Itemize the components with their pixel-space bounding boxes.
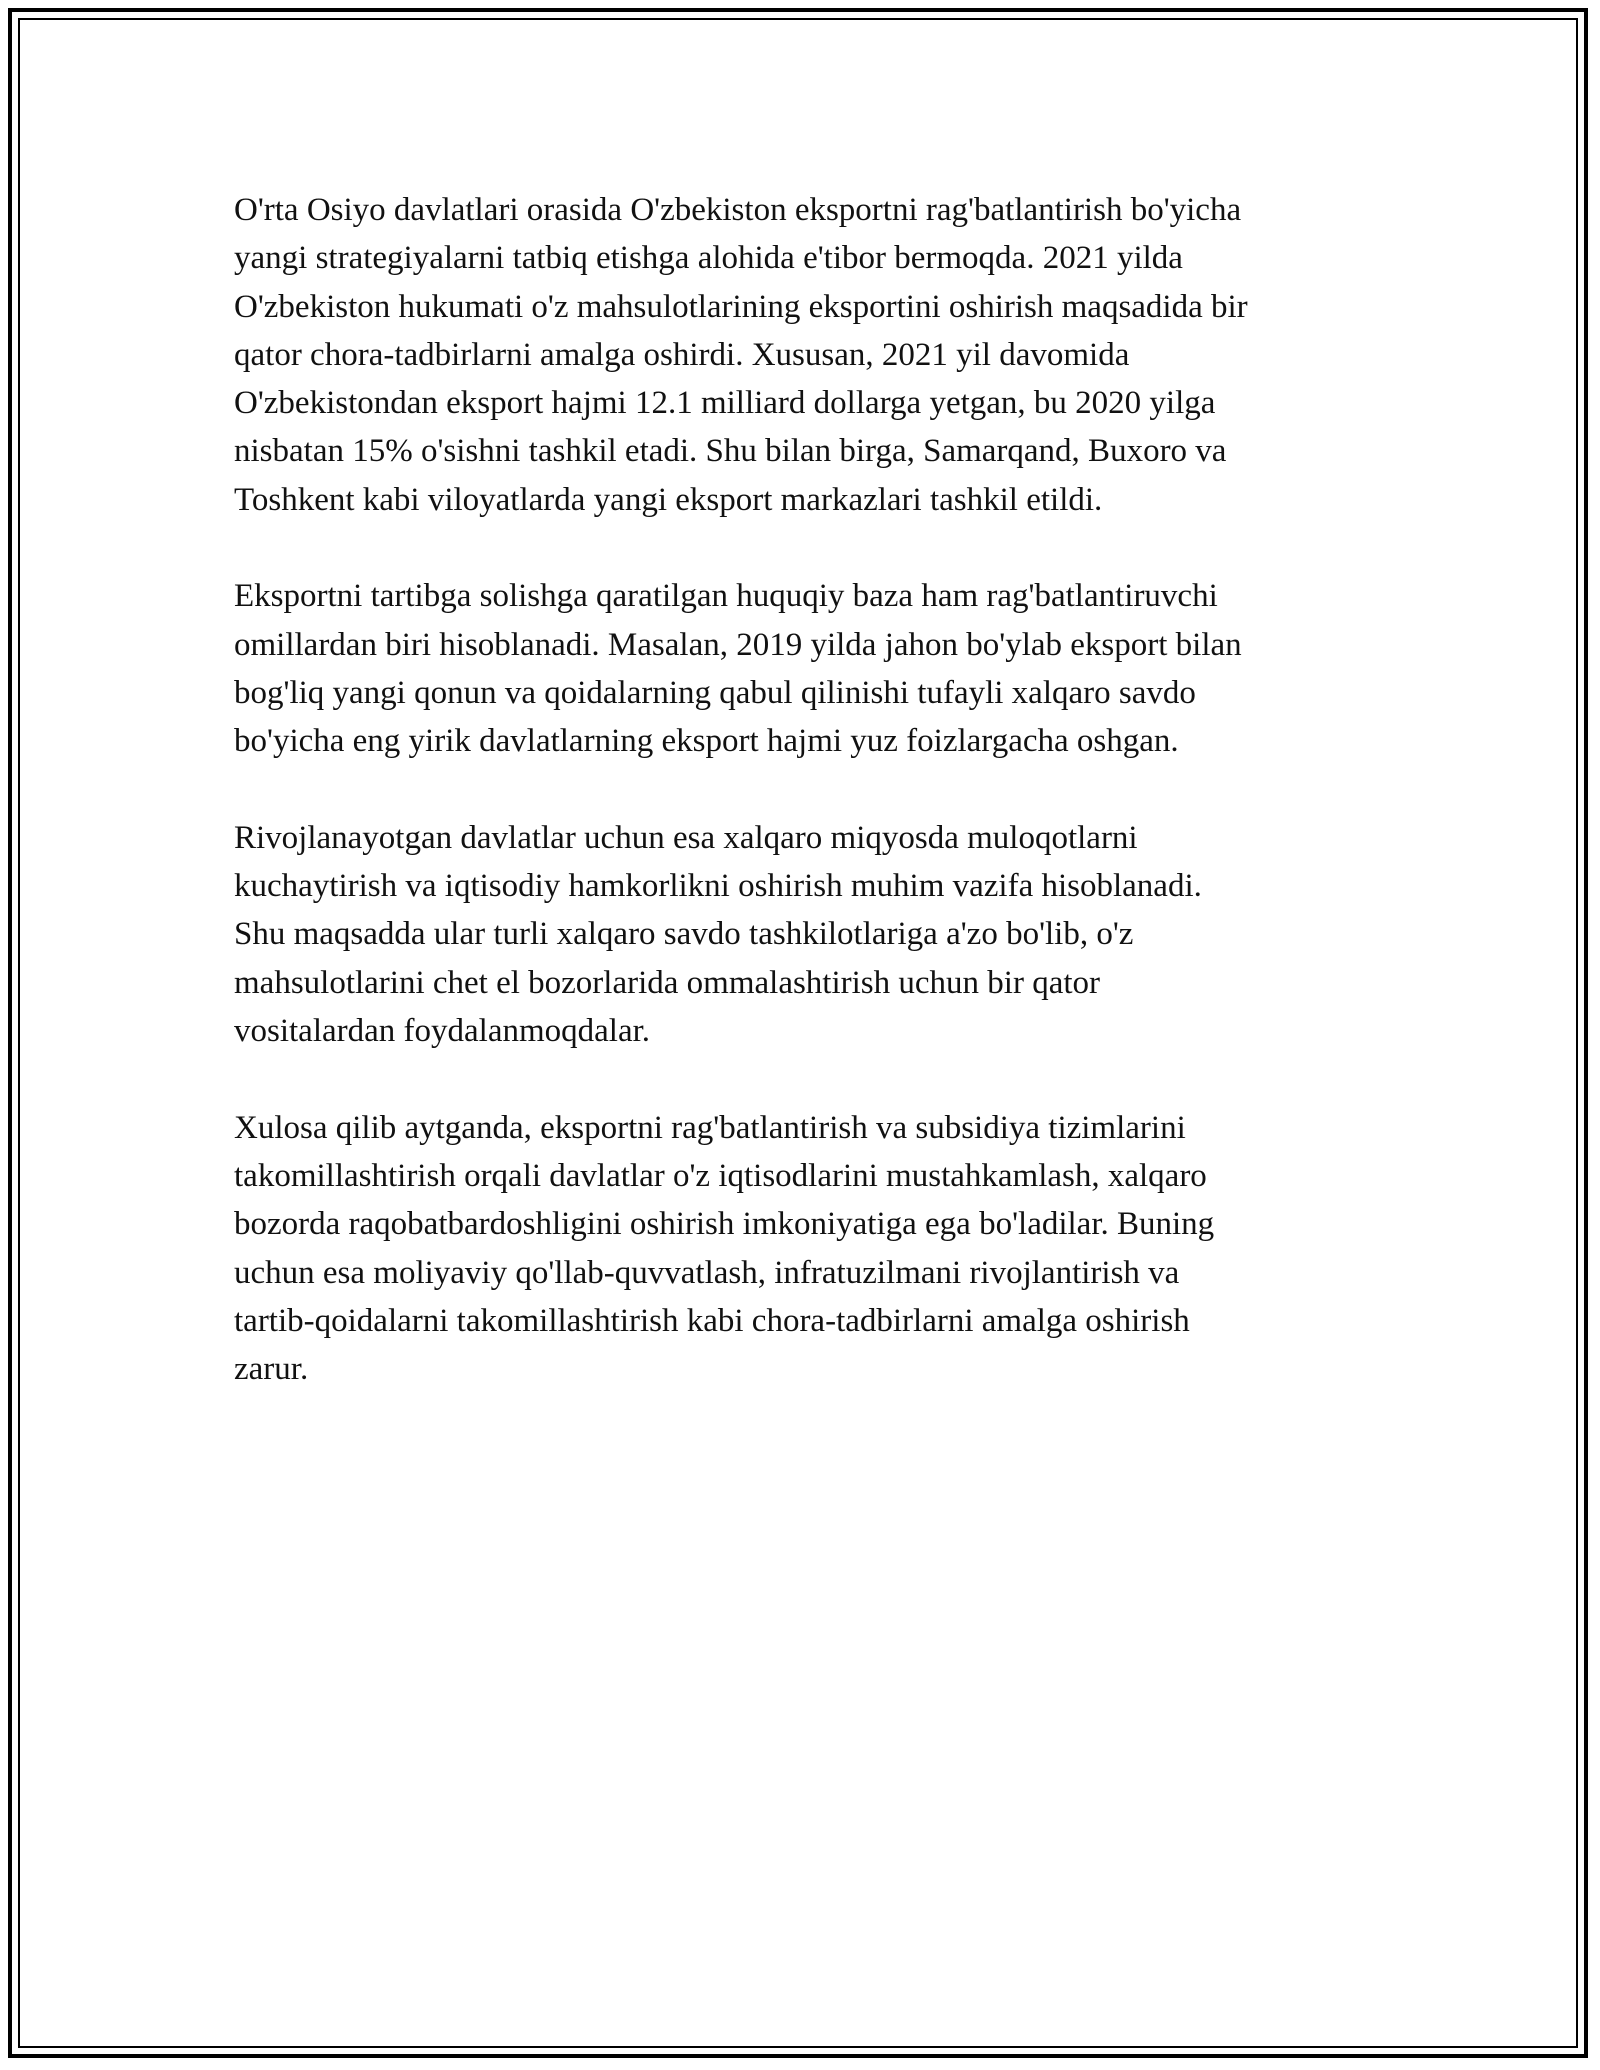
text-line: tartib-qoidalarni takomillashtirish kabi chora-tadbirlarni amalga oshirish [234,1302,1190,1339]
text-line: Shu maqsadda ular turli xalqaro savdo tashkilotlariga a'zo bo'lib, o'z [234,916,1134,953]
text-line: mahsulotlarini chet el bozorlarida ommalashtirish uchun bir qator [234,964,1101,1001]
text-line: bog'liq yangi qonun va qoidalarning qabul qilinishi tufayli xalqaro savdo [234,674,1196,711]
paragraph-3 [234,814,1384,1055]
text-line: takomillashtirish orqali davlatlar o'z iqtisodlarini mustahkamlash, xalqaro [234,1157,1207,1194]
text-line: Eksportni tartibga solishga qaratilgan huquqiy baza ham rag'batlantiruvchi [234,578,1218,615]
paragraph-2 [234,572,1384,765]
text-line: Toshkent kabi viloyatlarda yangi eksport markazlari tashkil etildi. [234,481,1103,518]
text-line: Xulosa qilib aytganda, eksportni rag'batlantirish va subsidiya tizimlarini [234,1109,1186,1146]
text-line: omillardan biri hisoblanadi. Masalan, 2019 yilda jahon bo'ylab eksport bilan [234,626,1242,663]
text-line: bozorda raqobatbardoshligini oshirish imkoniyatiga ega bo'ladilar. Buning [234,1206,1215,1243]
text-line: zarur. [234,1351,309,1388]
text-line: Rivojlanayotgan davlatlar uchun esa xalqaro miqyosda muloqotlarni [234,819,1138,856]
text-line: vositalardan foydalanmoqdalar. [234,1013,651,1050]
paragraph-4 [234,1104,1384,1394]
paragraph-1 [234,186,1384,524]
document-body [234,186,1384,1442]
text-line: kuchaytirish va iqtisodiy hamkorlikni oshirish muhim vazifa hisoblanadi. [234,868,1202,905]
text-line: qator chora-tadbirlarni amalga oshirdi. Xususan, 2021 yil davomida [234,336,1130,373]
text-line: uchun esa moliyaviy qo'llab-quvvatlash, infratuzilmani rivojlantirish va [234,1254,1180,1291]
text-line: O'rta Osiyo davlatlari orasida O'zbekiston eksportni rag'batlantirish bo'yicha [234,192,1242,228]
text-line: yangi strategiyalarni tatbiq etishga alohida e'tibor bermoqda. 2021 yilda [234,240,1183,277]
text-line: bo'yicha eng yirik davlatlarning eksport hajmi yuz foizlargacha oshgan. [234,723,1179,760]
text-line: O'zbekiston hukumati o'z mahsulotlarining eksportini oshirish maqsadida bir [234,288,1248,325]
text-line: nisbatan 15% o'sishni tashkil etadi. Shu bilan birga, Samarqand, Buxoro va [234,433,1227,470]
text-line: O'zbekistondan eksport hajmi 12.1 milliard dollarga yetgan, bu 2020 yilga [234,385,1216,422]
